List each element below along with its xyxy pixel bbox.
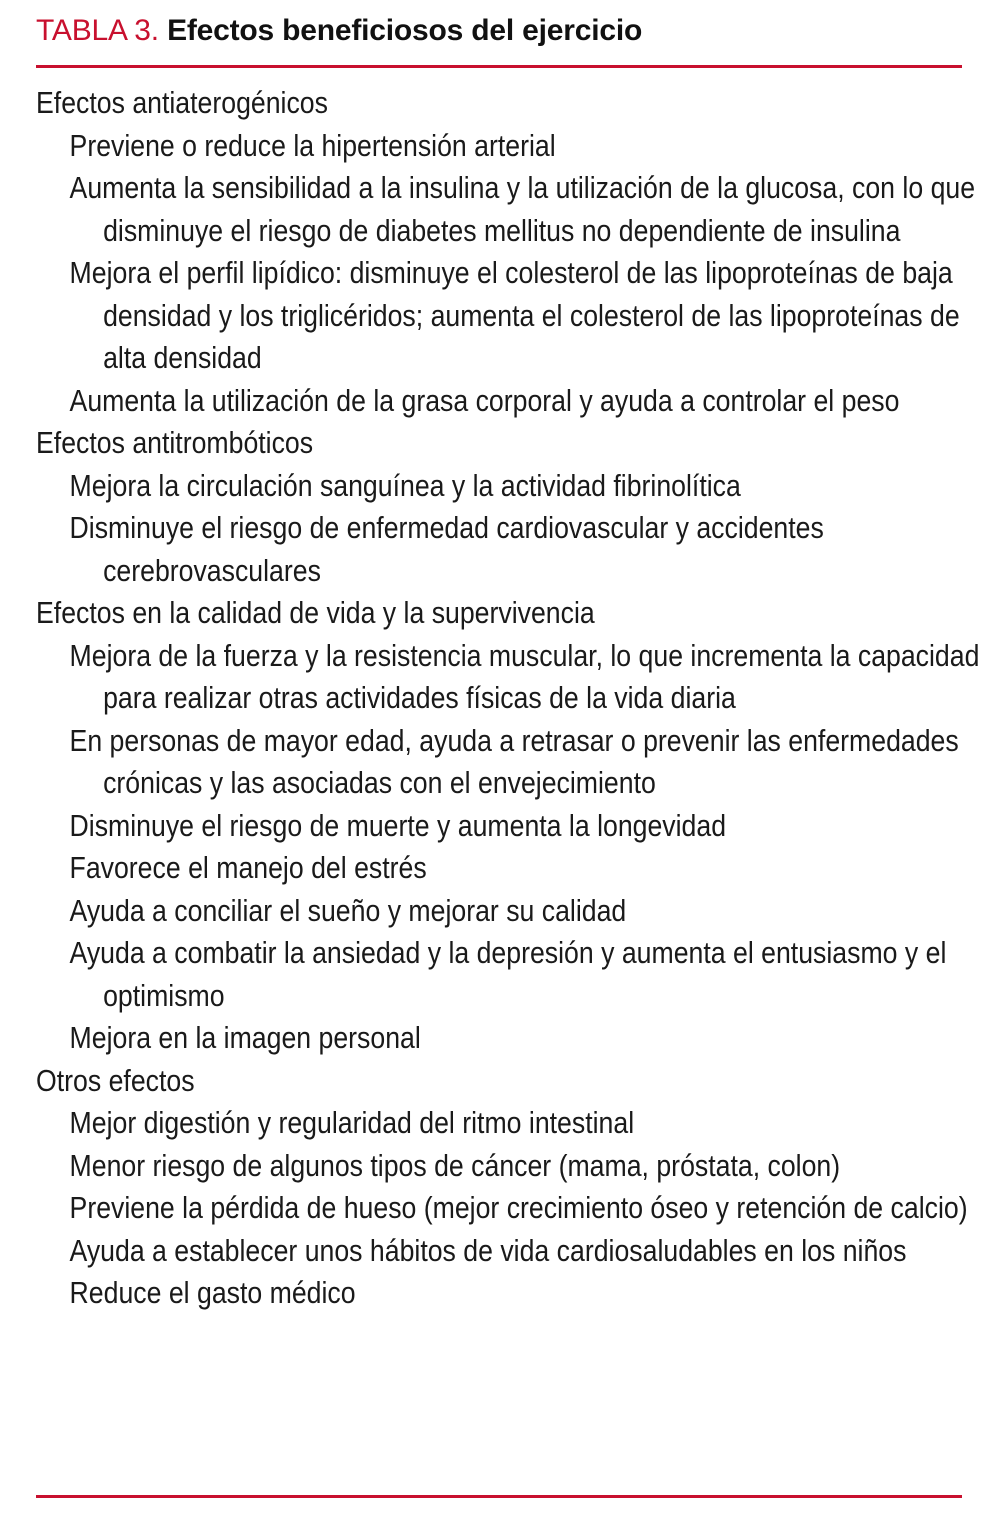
section-title: Efectos antiaterogénicos bbox=[36, 85, 328, 120]
list-item: Mejora la circulación sanguínea y la actividad fibrinolítica bbox=[69, 467, 741, 503]
bottom-rule bbox=[36, 1495, 962, 1498]
list-item: Mejor digestión y regularidad del ritmo intestinal bbox=[69, 1105, 635, 1140]
list-item: Favorece el manejo del estrés bbox=[69, 850, 427, 885]
list-item: Mejora el perfil lipídico: disminuye el colesterol de las lipoproteínas de baja densidad y los triglicéridos; aumenta el colesterol de las lipoproteínas de alta densidad bbox=[69, 255, 960, 375]
table-label: TABLA 3. bbox=[36, 14, 159, 47]
section-title: Otros efectos bbox=[36, 1062, 195, 1098]
list-item: En personas de mayor edad, ayuda a retrasar o prevenir las enfermedades crónicas y las asociadas con el envejecimiento bbox=[69, 722, 959, 800]
list-item: Mejora en la imagen personal bbox=[69, 1020, 421, 1055]
list-item: Mejora de la fuerza y la resistencia muscular, lo que incrementa la capacidad para realizar otras actividades físicas de la vida diaria bbox=[69, 637, 980, 715]
list-item: Previene o reduce la hipertensión arterial bbox=[69, 127, 556, 163]
table-container bbox=[36, 0, 980, 1515]
list-item: Ayuda a combatir la ansiedad y la depresión y aumenta el entusiasmo y el optimismo bbox=[69, 935, 947, 1013]
top-rule bbox=[36, 65, 962, 68]
list-item: Reduce el gasto médico bbox=[69, 1275, 356, 1310]
list-item: Disminuye el riesgo de enfermedad cardiovascular y accidentes cerebrovasculares bbox=[69, 510, 824, 588]
table-title bbox=[36, 12, 642, 50]
list-item: Aumenta la sensibilidad a la insulina y la utilización de la glucosa, con lo que disminuye el riesgo de diabetes mellitus no dependiente de insulina bbox=[69, 170, 976, 248]
list-item: Menor riesgo de algunos tipos de cáncer (mama, próstata, colon) bbox=[69, 1147, 841, 1183]
section-title: Efectos antitrombóticos bbox=[36, 425, 314, 460]
list-item: Disminuye el riesgo de muerte y aumenta la longevidad bbox=[69, 807, 727, 843]
section-title: Efectos en la calidad de vida y la supervivencia bbox=[36, 595, 595, 630]
list-item: Previene la pérdida de hueso (mejor crecimiento óseo y retención de calcio) bbox=[69, 1190, 968, 1225]
list-item: Aumenta la utilización de la grasa corporal y ayuda a controlar el peso bbox=[69, 382, 900, 418]
list-item: Ayuda a conciliar el sueño y mejorar su calidad bbox=[69, 892, 627, 928]
table-body bbox=[36, 82, 980, 1315]
list-item: Ayuda a establecer unos hábitos de vida cardiosaludables en los niños bbox=[69, 1232, 907, 1268]
table-heading: Efectos beneficiosos del ejercicio bbox=[167, 14, 643, 47]
